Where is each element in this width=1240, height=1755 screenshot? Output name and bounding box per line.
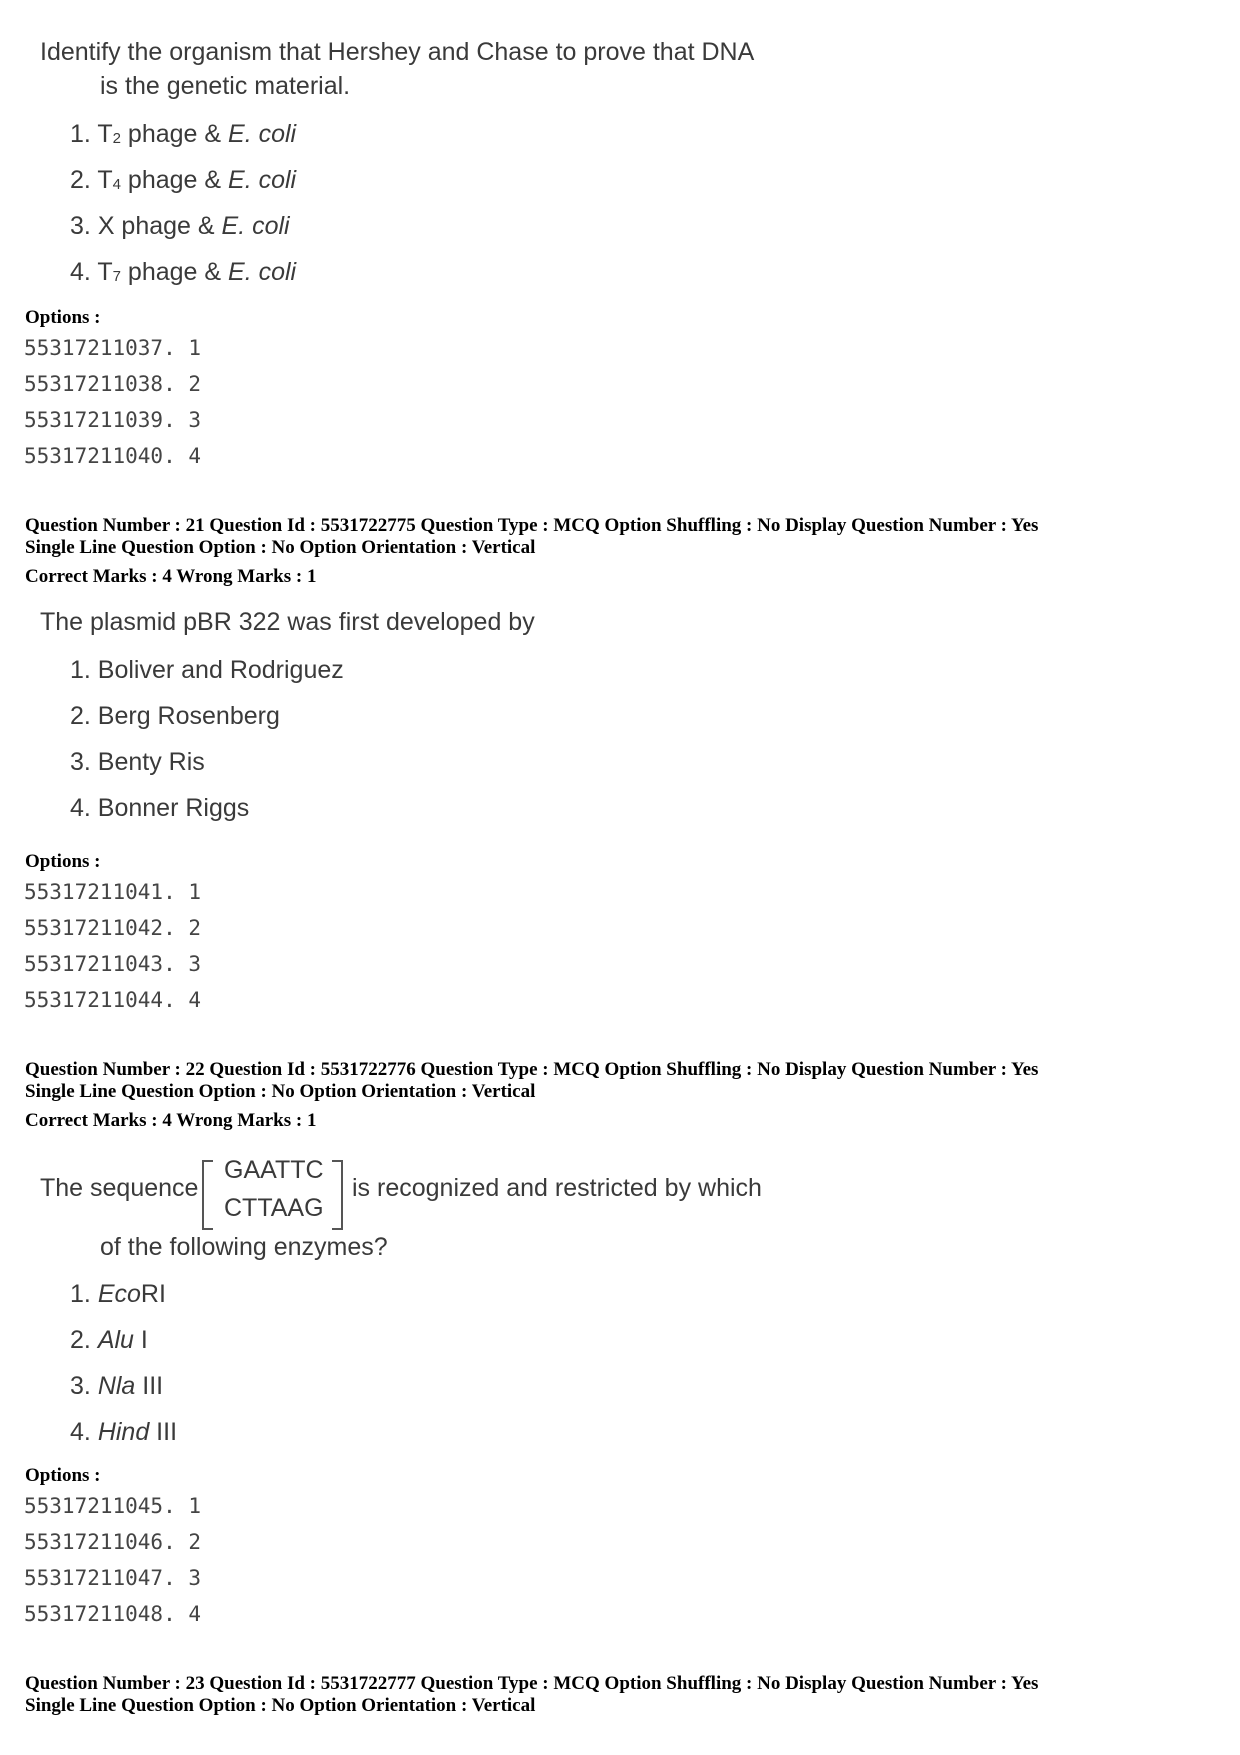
q21-option-id-4: 55317211044. 4 xyxy=(24,988,202,1012)
q22-choice-2: 2. Alu I xyxy=(70,1326,148,1354)
q22-matrix-left-bracket xyxy=(202,1160,213,1230)
q21-choice-3: 3. Benty Ris xyxy=(70,748,205,776)
q21-meta-line2: Single Line Question Option : No Option Orientation : Vertical xyxy=(25,537,536,558)
q20-option-id-4: 55317211040. 4 xyxy=(24,444,202,468)
q22-option-id-2: 55317211046. 2 xyxy=(24,1530,202,1554)
q22-option-id-3: 55317211047. 3 xyxy=(24,1566,202,1590)
q22-matrix-right-bracket xyxy=(332,1160,343,1230)
q22-seq-bottom: CTTAAG xyxy=(224,1194,324,1222)
q21-choice-2: 2. Berg Rosenberg xyxy=(70,702,280,730)
q21-option-id-3: 55317211043. 3 xyxy=(24,952,202,976)
q20-choice-4: 4. T7 phage & E. coli xyxy=(70,258,297,286)
q22-stem-line2: of the following enzymes? xyxy=(100,1233,388,1261)
q22-choice-1: 1. EcoRI xyxy=(70,1280,166,1308)
q22-stem-prefix: The sequence xyxy=(40,1174,199,1202)
q20-stem-line1: Identify the organism that Hershey and Chase to prove that DNA xyxy=(40,38,755,66)
q21-option-id-2: 55317211042. 2 xyxy=(24,916,202,940)
q20-options-label: Options : xyxy=(25,307,101,328)
q22-choice-3: 3. Nla III xyxy=(70,1372,164,1400)
q20-choice-2: 2. T4 phage & E. coli xyxy=(70,166,297,194)
q22-meta-line2: Single Line Question Option : No Option Orientation : Vertical xyxy=(25,1081,536,1102)
q20-option-id-3: 55317211039. 3 xyxy=(24,408,202,432)
q20-choice-3: 3. X phage & E. coli xyxy=(70,212,290,240)
q22-seq-top: GAATTC xyxy=(224,1156,324,1184)
q21-choice-4: 4. Bonner Riggs xyxy=(70,794,250,822)
q21-option-id-1: 55317211041. 1 xyxy=(24,880,202,904)
q21-options-label: Options : xyxy=(25,851,101,872)
q21-marks: Correct Marks : 4 Wrong Marks : 1 xyxy=(25,566,317,587)
q21-stem: The plasmid pBR 322 was first developed by xyxy=(40,608,535,636)
q22-option-id-4: 55317211048. 4 xyxy=(24,1602,202,1626)
q20-option-id-1: 55317211037. 1 xyxy=(24,336,202,360)
q22-stem-suffix: is recognized and restricted by which xyxy=(352,1174,762,1202)
q23-meta-line1: Question Number : 23 Question Id : 5531722777 Question Type : MCQ Option Shuffling : No Display Question Number : Yes xyxy=(25,1673,1039,1694)
q22-choice-4: 4. Hind III xyxy=(70,1418,178,1446)
q22-meta-line1: Question Number : 22 Question Id : 5531722776 Question Type : MCQ Option Shuffling : No Display Question Number : Yes xyxy=(25,1059,1039,1080)
q23-meta-line2: Single Line Question Option : No Option Orientation : Vertical xyxy=(25,1695,536,1716)
q20-option-id-2: 55317211038. 2 xyxy=(24,372,202,396)
q21-meta-line1: Question Number : 21 Question Id : 5531722775 Question Type : MCQ Option Shuffling : No Display Question Number : Yes xyxy=(25,515,1039,536)
q20-choice-1: 1. T2 phage & E. coli xyxy=(70,120,297,148)
q21-choice-1: 1. Boliver and Rodriguez xyxy=(70,656,344,684)
q22-options-label: Options : xyxy=(25,1465,101,1486)
q22-option-id-1: 55317211045. 1 xyxy=(24,1494,202,1518)
q20-stem-line2: is the genetic material. xyxy=(100,72,351,100)
q22-marks: Correct Marks : 4 Wrong Marks : 1 xyxy=(25,1110,317,1131)
